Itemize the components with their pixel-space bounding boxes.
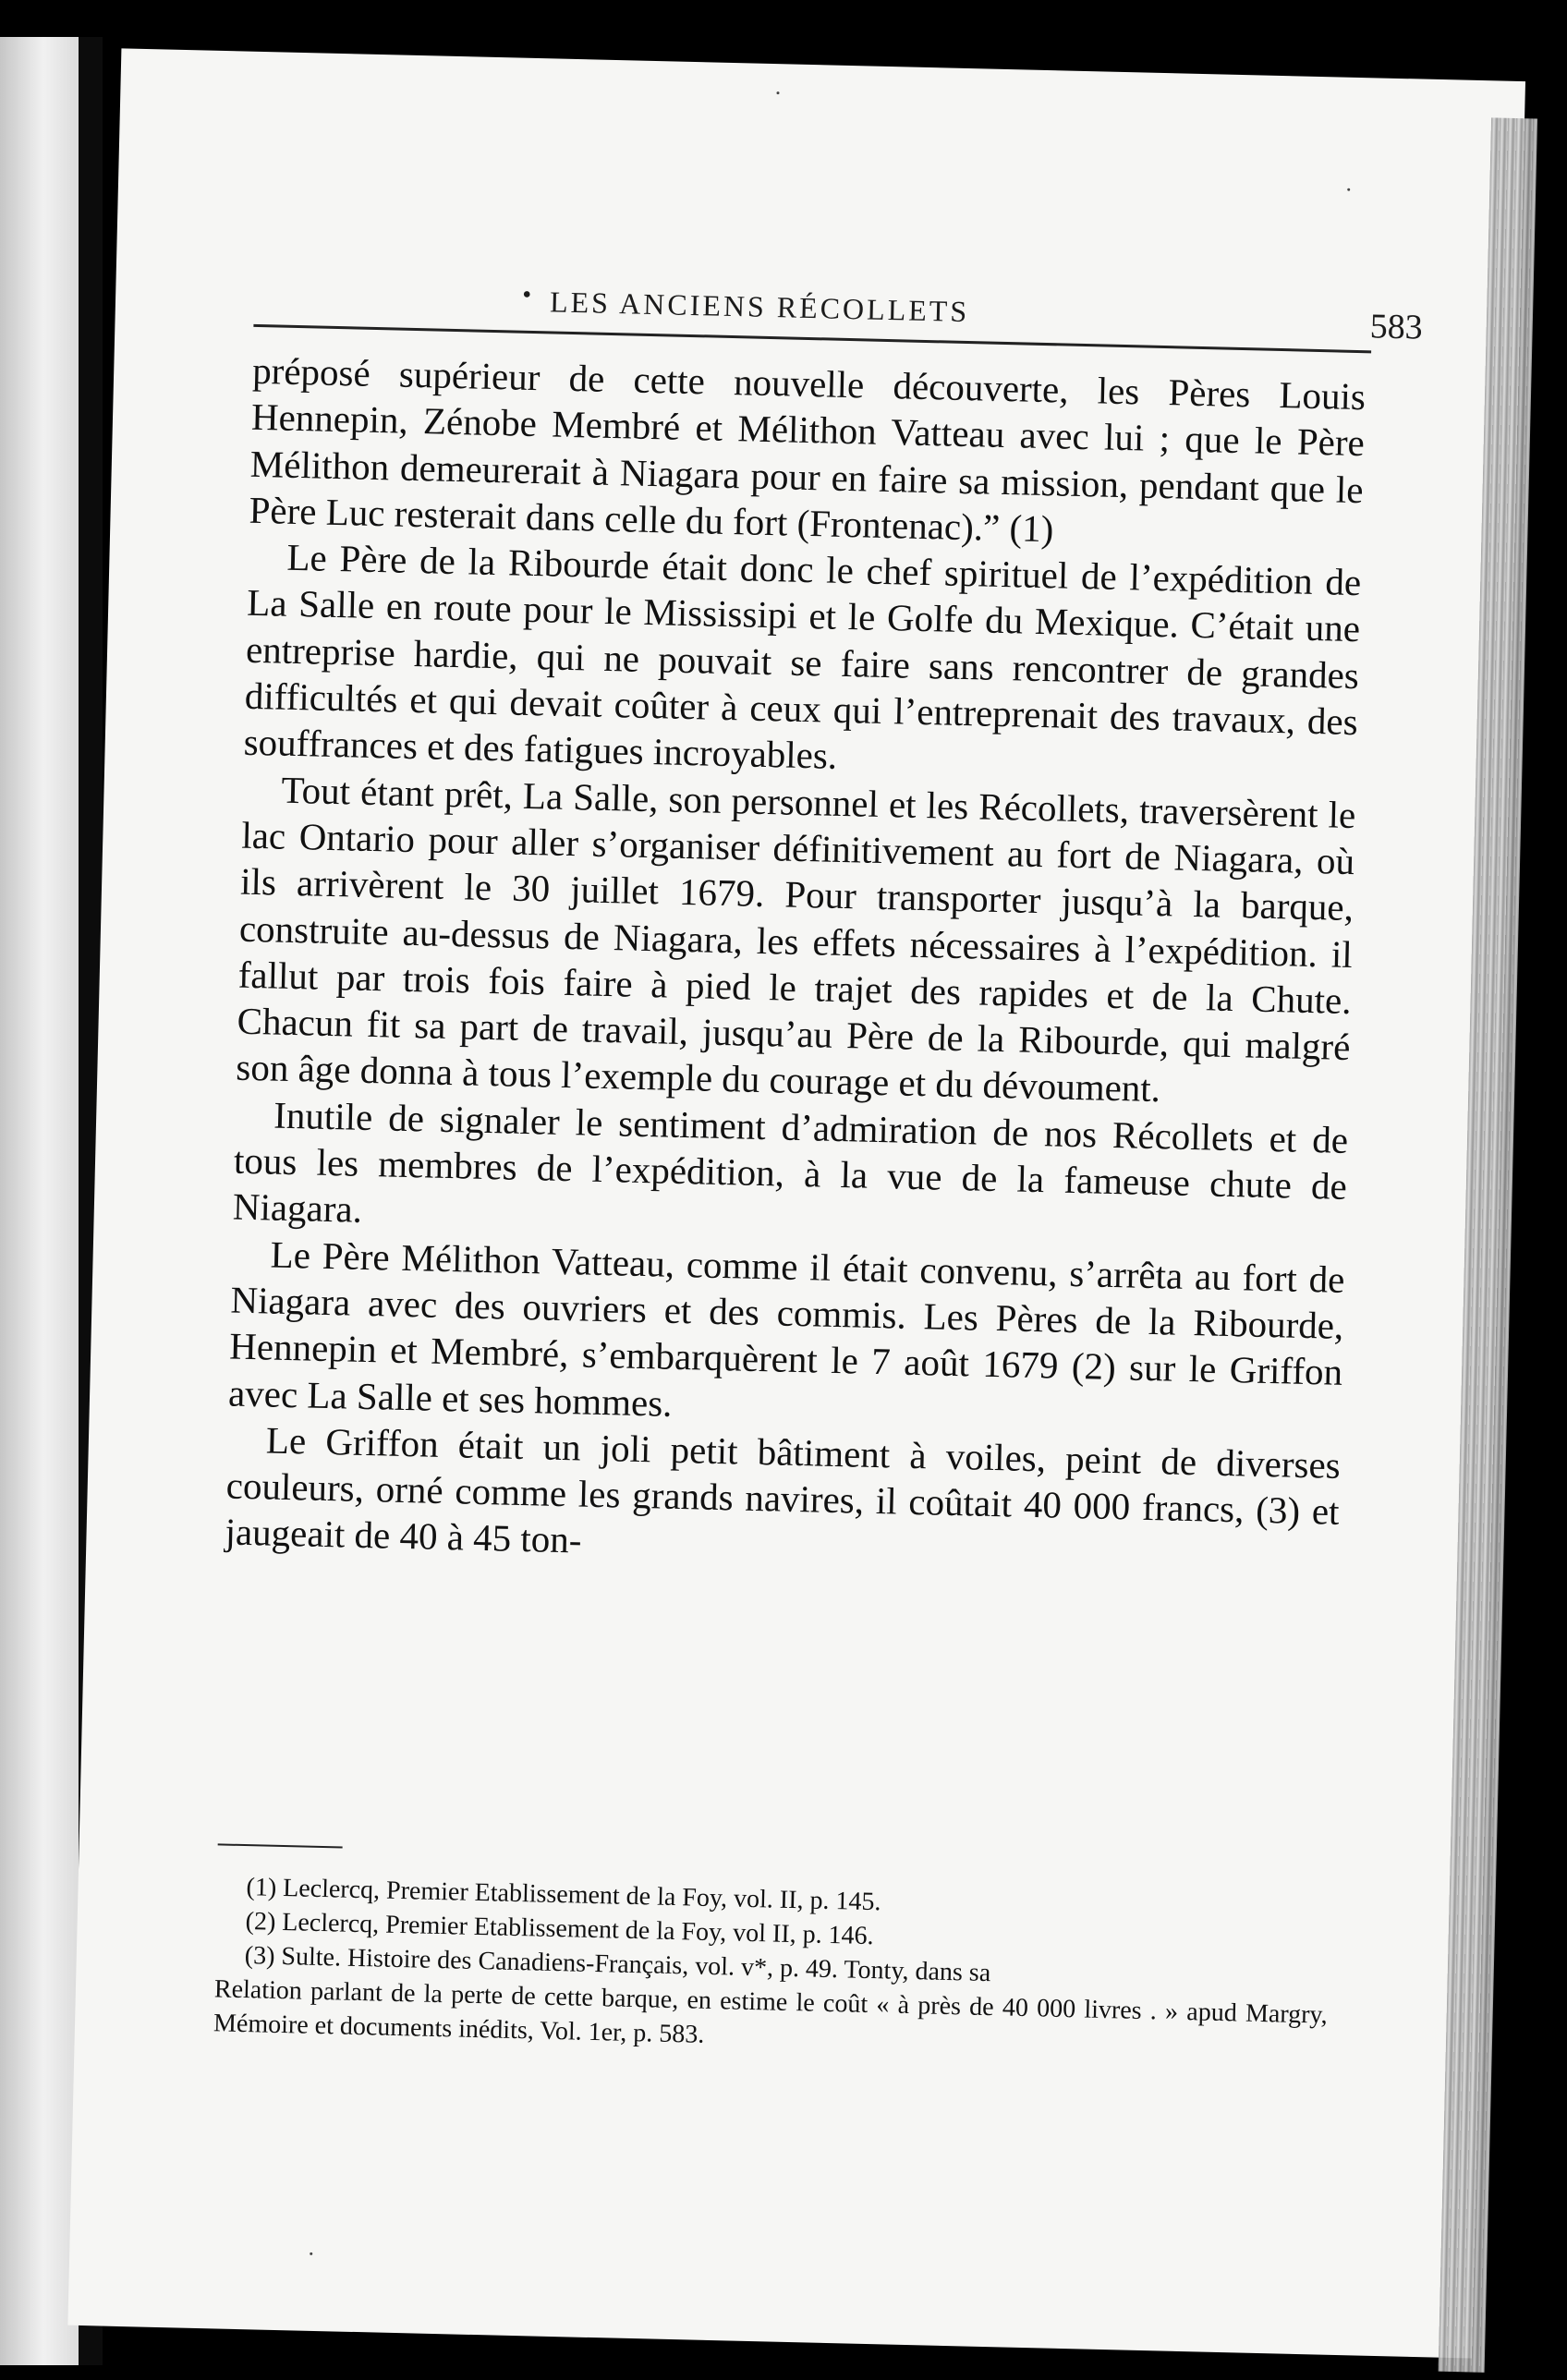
paragraph: Tout étant prêt, La Salle, son personnel et les Récollets, traversèrent le lac Ontario pour aller s’organiser définitivement au fort de Niagara, où ils arrivèrent le 30 juillet 1679. Pour transporter jusqu’à la barque, construite au-dessus de Niagara, les effets nécessaires à l’expédition. il fallut par trois fois faire à pied le trajet des rapides et de la Chute. Chacun fit sa part de travail, jusqu’au Père de la Ribourde, qui malgré son âge donna à tous l’exemple du courage et du dévoument. xyxy=(235,768,1356,1111)
footnotes xyxy=(213,1869,1330,2066)
running-title: LES ANCIENS RÉCOLLETS xyxy=(549,285,970,329)
scan-speck xyxy=(1347,188,1350,191)
header-mark: • xyxy=(521,280,532,310)
running-header xyxy=(253,269,1424,353)
paragraph: préposé supérieur de cette nouvelle découverte, les Pères Louis Hennepin, Zénobe Membré et Mélithon Vatteau avec lui ; que le Père Mélithon demeurerait à Niagara pour en faire sa mission, pendant que le Père Luc resterait dans celle du fort (Frontenac).” (1) xyxy=(249,348,1367,551)
footnote: (2) Leclercq, Premier Etablissement de la Foy, vol II, p. 146. xyxy=(245,1907,874,1951)
book-page xyxy=(67,48,1525,2358)
left-page-edge xyxy=(0,37,79,2365)
paragraph: Inutile de signaler le sentiment d’admiration de nos Récollets et de tous les membres de l’expédition, à la vue de la fameuse chute de Niagara. xyxy=(232,1093,1349,1232)
footnote-separator xyxy=(218,1843,343,1848)
scan-speck xyxy=(310,2252,312,2255)
scan-speck xyxy=(776,91,779,94)
page-stack-edge xyxy=(1439,117,1537,2373)
footnote: (3) Sulte. Histoire des Canadiens-Français, vol. v*, p. 49. Tonty, dans sa xyxy=(244,1941,991,1988)
footnote: (1) Leclercq, Premier Etablissement de la Foy, vol. II, p. 145. xyxy=(246,1873,881,1917)
paragraph: Le Père de la Ribourde était donc le chef spirituel de l’expédition de La Salle en route pour le Mississipi et le Golfe du Mexique. C’était une entreprise hardie, qui ne pouvait se faire sans rencontrer de grandes difficultés et qui devait coûter à ceux qui l’entreprenait des travaux, des souffrances et des fatigues incroyables. xyxy=(243,535,1362,778)
footnote-continuation: Relation parlant de la perte de cette barque, en estime le coût « à près de 40 000 livres . » apud Margry, Mémoire et documents inédits, Vol. 1er, p. 583. xyxy=(213,1974,1329,2049)
body-text xyxy=(225,347,1366,1582)
paragraph: Le Père Mélithon Vatteau, comme il était convenu, s’arrêta au fort de Niagara avec des ouvriers et des commis. Les Pères de la Ribourde, Hennepin et Membré, s’embarquèrent le 7 août 1679 (2) sur le Griffon avec La Salle et ses hommes. xyxy=(227,1232,1345,1425)
paragraph: Le Griffon était un joli petit bâtiment à voiles, peint de diverses couleurs, orné comme les grands navires, il coûtait 40 000 francs, (3) et jaugeait de 40 à 45 ton- xyxy=(225,1418,1342,1561)
page-number: 583 xyxy=(1369,307,1424,347)
